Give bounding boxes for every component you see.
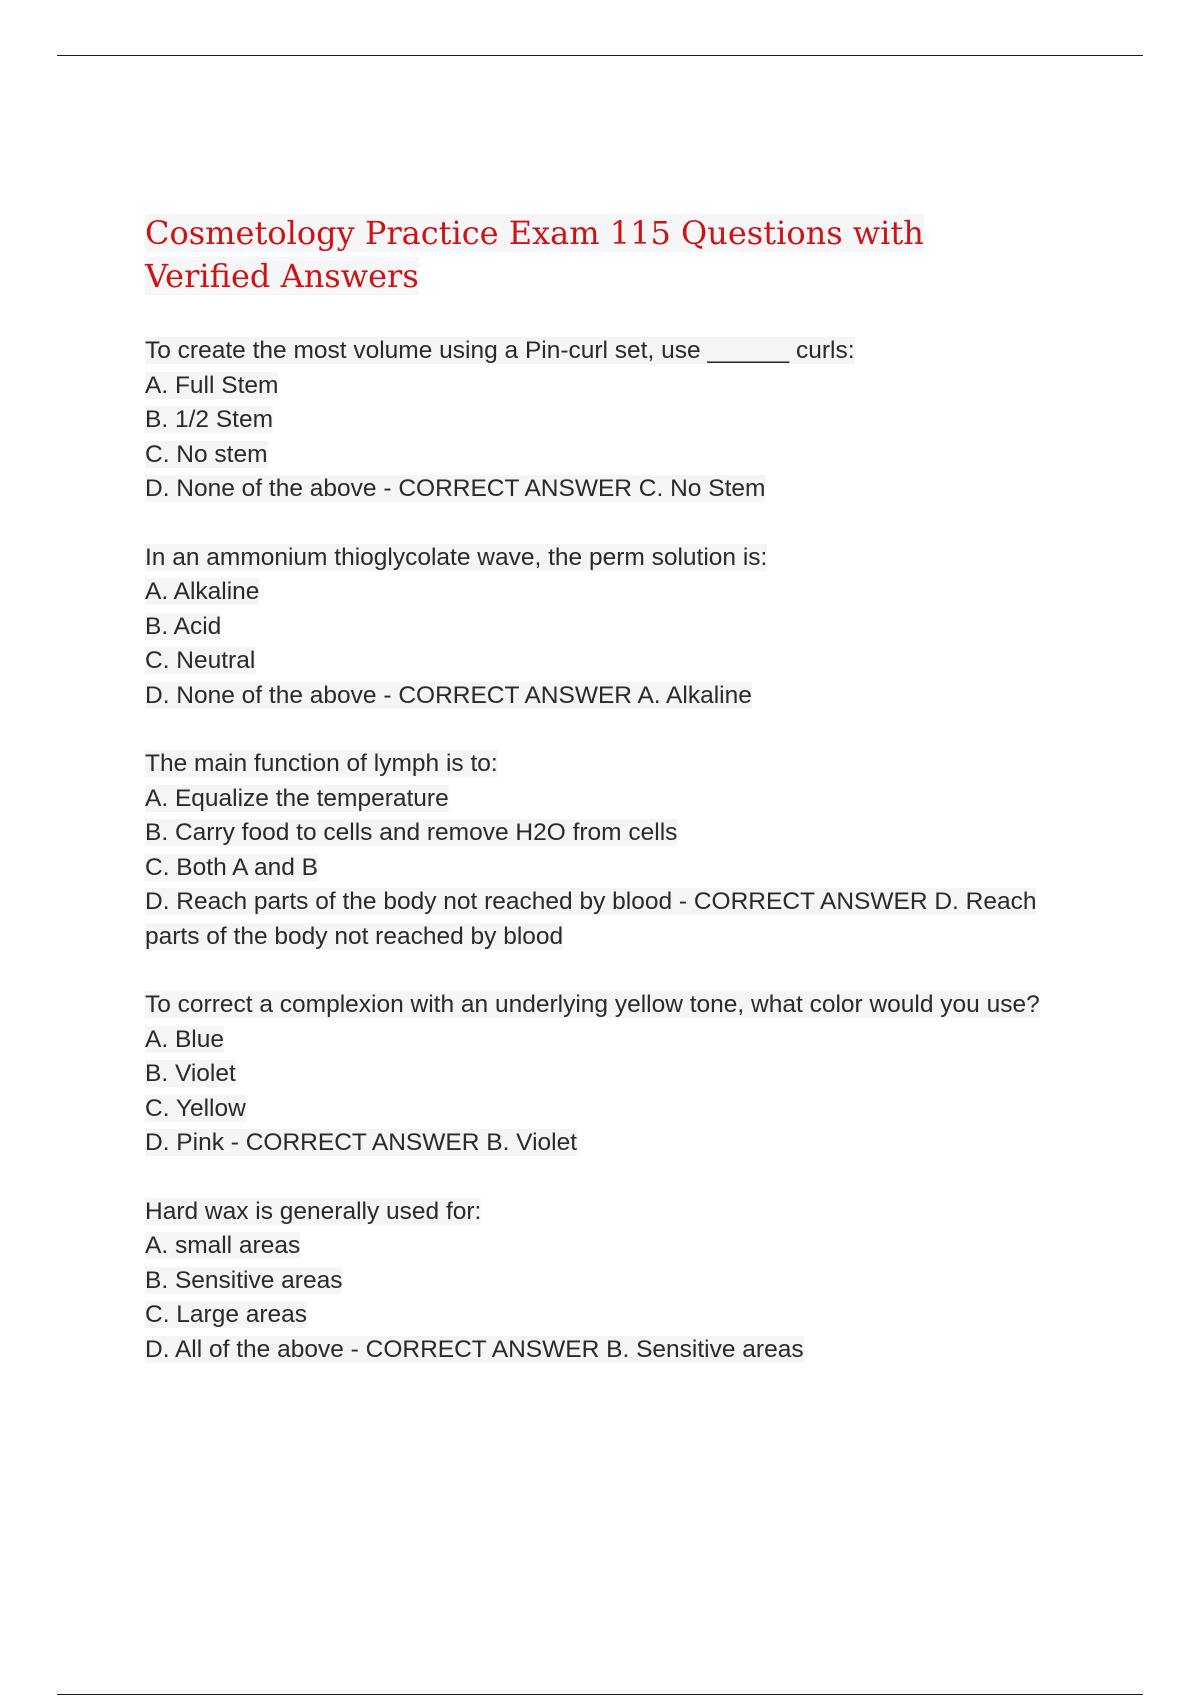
question-4 (145, 988, 1050, 1161)
footer-rule (57, 1694, 1143, 1695)
question-prompt: To correct a complexion with an underlying yellow tone, what color would you use? (145, 991, 1040, 1018)
answer-option-with-correct-answer: D. None of the above - CORRECT ANSWER C. No Stem (145, 475, 766, 502)
answer-option: B. Acid (145, 612, 222, 640)
answer-option: A. Equalize the temperature (145, 784, 449, 812)
answer-option: A. Full Stem (145, 371, 279, 399)
answer-option: B. Carry food to cells and remove H2O from cells (145, 819, 678, 846)
answer-option-with-correct-answer: D. Pink - CORRECT ANSWER B. Violet (145, 1129, 578, 1156)
answer-option: C. Both A and B (145, 853, 318, 881)
answer-option: C. Neutral (145, 647, 256, 674)
question-prompt: To create the most volume using a Pin-curl set, use ______ curls: (145, 337, 855, 364)
answer-option: B. Sensitive areas (145, 1266, 343, 1294)
answer-option: A. Blue (145, 1025, 224, 1053)
answer-option-with-correct-answer: D. Reach parts of the body not reached by blood - CORRECT ANSWER D. Reach parts of the body not reached by blood (145, 888, 1037, 950)
answer-option: C. Large areas (145, 1301, 308, 1328)
question-prompt: In an ammonium thioglycolate wave, the perm solution is: (145, 543, 768, 571)
question-5 (145, 1195, 1050, 1368)
answer-option: A. Alkaline (145, 578, 260, 605)
answer-option: B. Violet (145, 1060, 236, 1087)
answer-option: C. Yellow (145, 1094, 246, 1122)
answer-option: C. No stem (145, 440, 268, 468)
answer-option: A. small areas (145, 1232, 301, 1259)
question-prompt: Hard wax is generally used for: (145, 1197, 482, 1225)
answer-option-with-correct-answer: D. None of the above - CORRECT ANSWER A. Alkaline (145, 681, 752, 709)
answer-option-with-correct-answer: D. All of the above - CORRECT ANSWER B. Sensitive areas (145, 1335, 804, 1363)
header-rule (57, 55, 1143, 56)
question-1 (145, 334, 1050, 507)
document-body (145, 212, 1050, 1367)
question-2 (145, 541, 1050, 714)
document-title: Cosmetology Practice Exam 115 Questions with Verified Answers (145, 214, 924, 295)
question-3 (145, 747, 1050, 954)
answer-option: B. 1/2 Stem (145, 406, 274, 433)
question-prompt: The main function of lymph is to: (145, 750, 498, 777)
